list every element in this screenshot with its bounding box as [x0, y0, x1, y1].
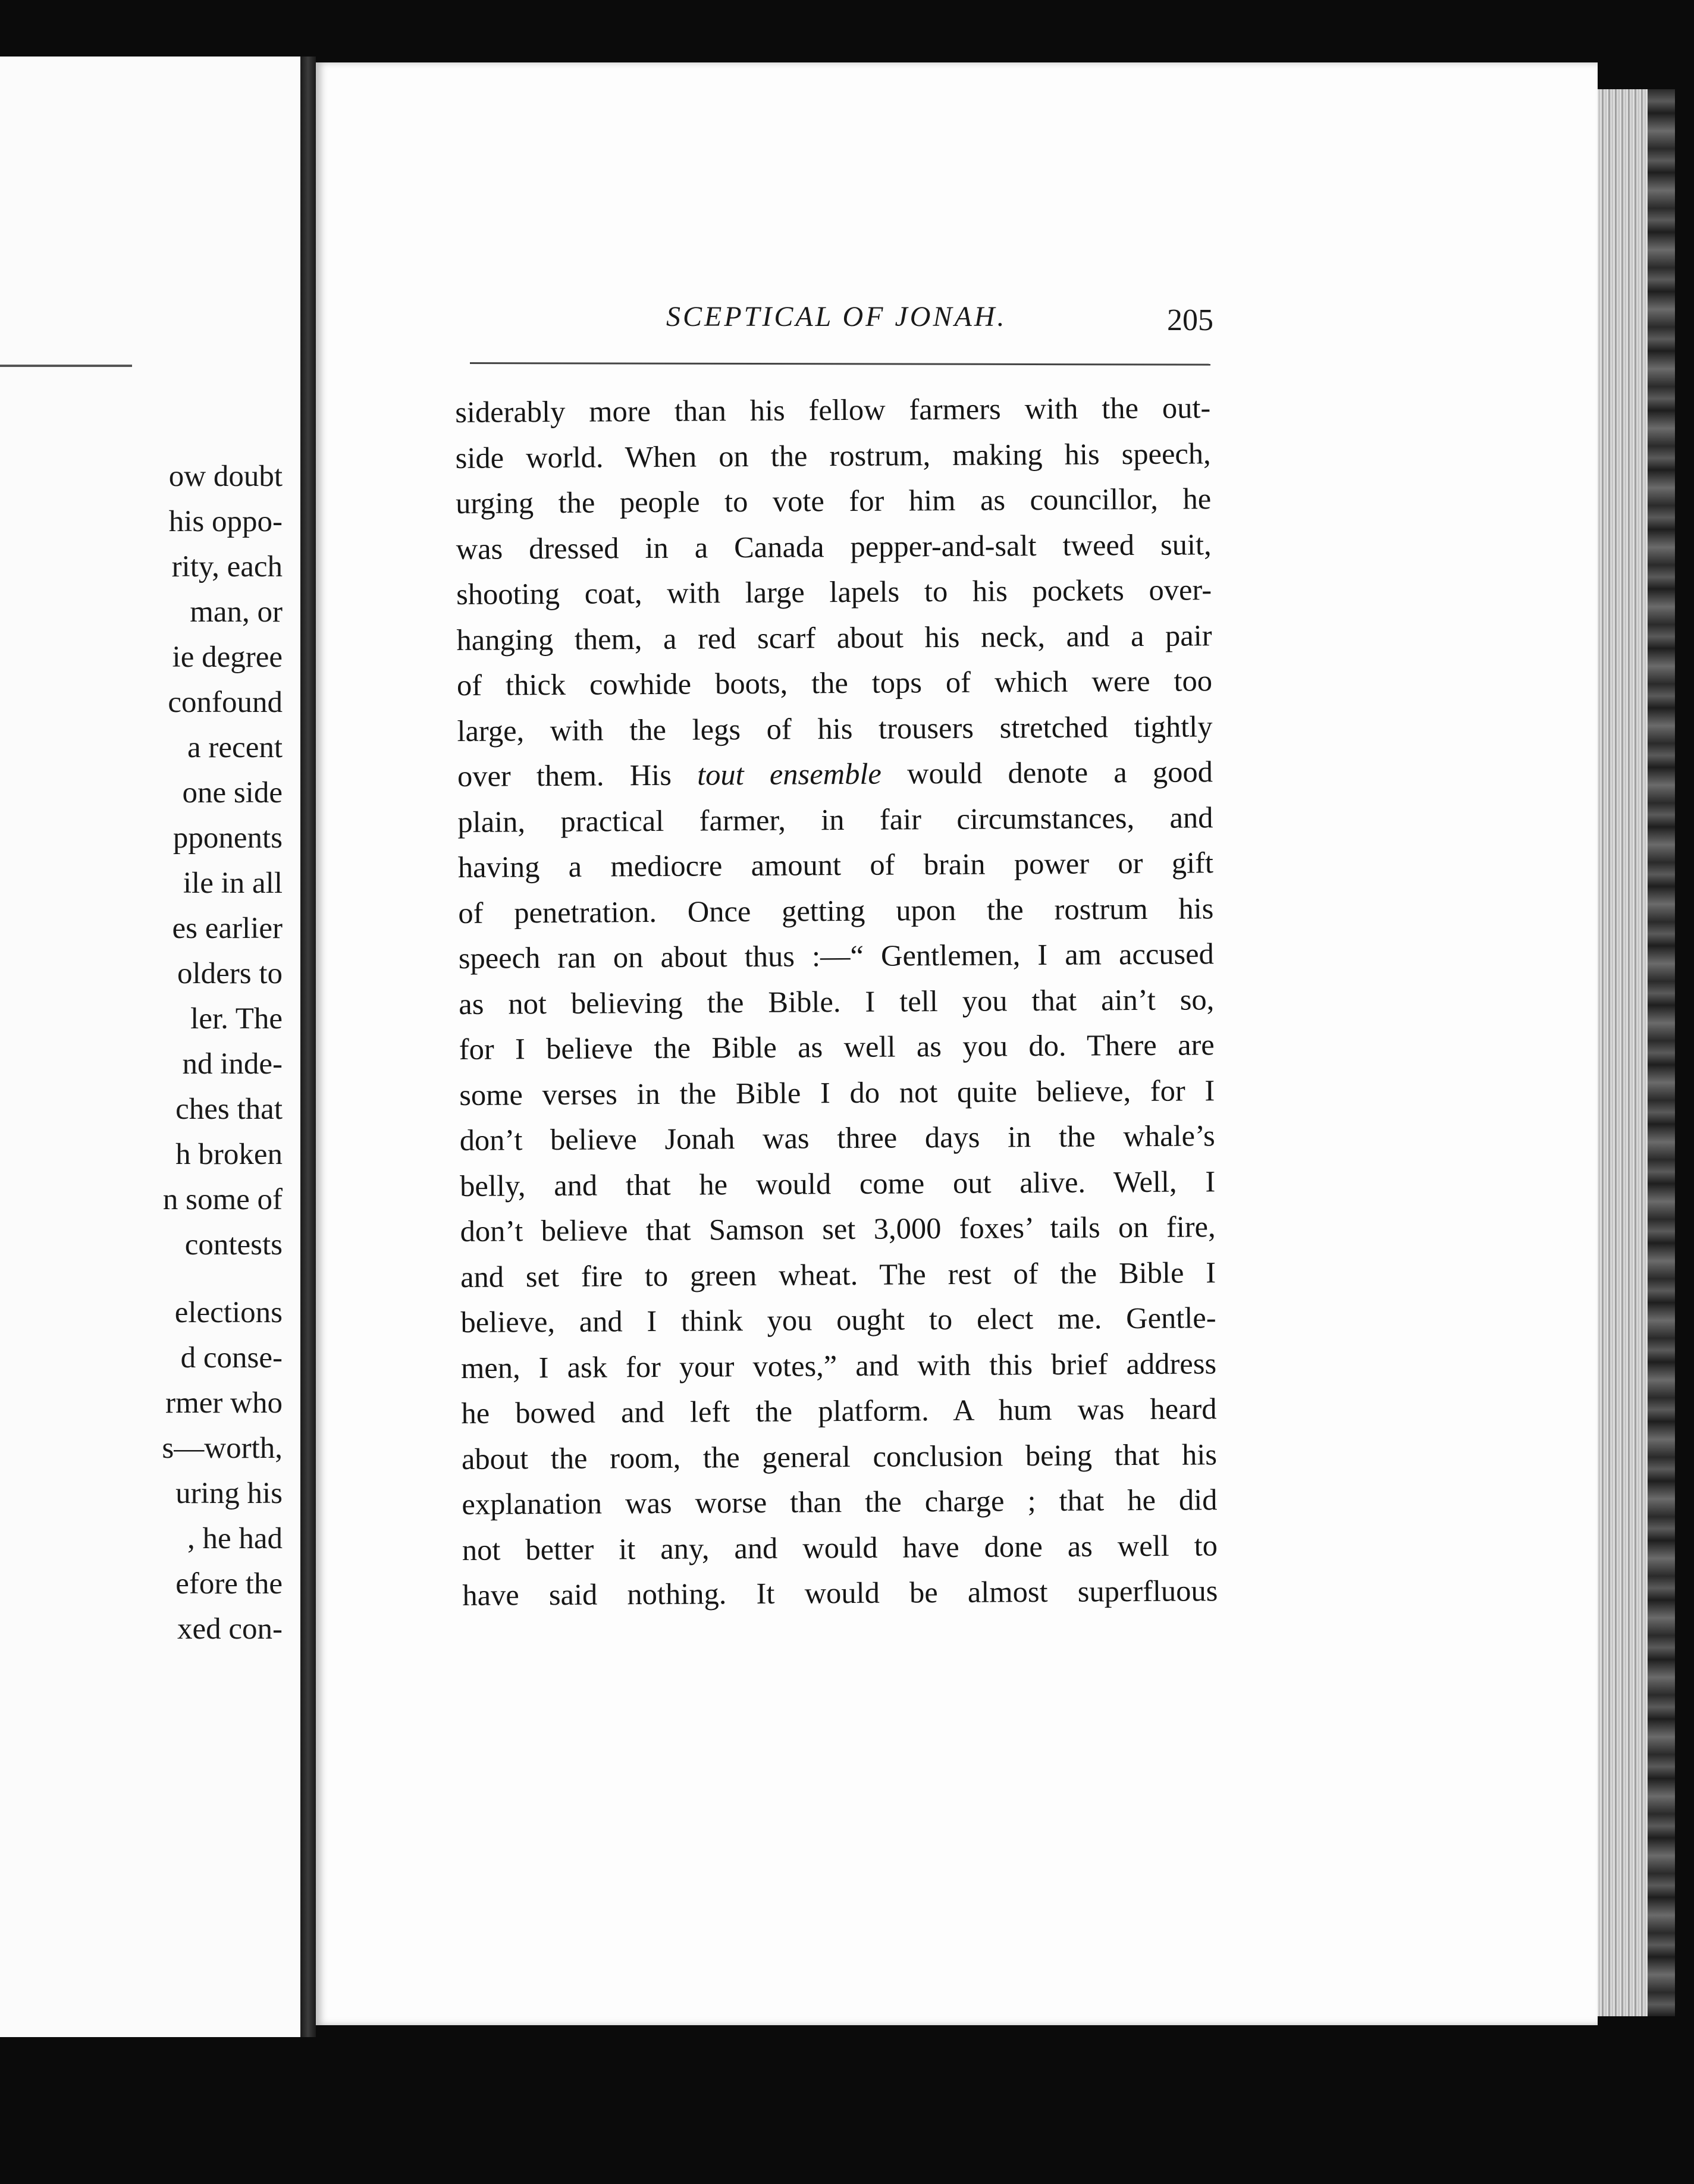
- left-page-text: [104, 454, 283, 1652]
- text-line: large, with the legs of his trousers stretched tightly: [457, 709, 1213, 748]
- left-text-line: , he had: [187, 1522, 283, 1555]
- text-line: and set fire to green wheat. The rest of the Bible I: [460, 1255, 1216, 1294]
- text-line: urging the people to vote for him as councillor, he: [455, 482, 1212, 520]
- running-title: SCEPTICAL OF JONAH.: [666, 301, 1007, 332]
- left-text-line: s—worth,: [162, 1432, 283, 1465]
- left-text-line: confound: [168, 686, 283, 719]
- italic-phrase: tout ensemble: [697, 757, 881, 792]
- text-line: of thick cowhide boots, the tops of which were too: [456, 664, 1213, 702]
- left-text-line: uring his: [175, 1477, 283, 1510]
- text-line: having a mediocre amount of brain power or gift: [457, 846, 1214, 884]
- text-line: of penetration. Once getting upon the rostrum his: [458, 891, 1214, 930]
- text-line: not better it any, and would have done as well to: [462, 1528, 1218, 1567]
- left-text-line: rmer who: [165, 1386, 283, 1420]
- running-header: [660, 300, 1213, 342]
- left-text-line: h broken: [175, 1138, 283, 1171]
- text-line: for I believe the Bible as well as you do. There are: [459, 1028, 1215, 1066]
- page-number: 205: [1167, 303, 1213, 337]
- left-text-line: elections: [174, 1296, 283, 1329]
- text-line: as not believing the Bible. I tell you that ain’t so,: [459, 982, 1215, 1021]
- left-header-rule: [0, 365, 132, 367]
- left-text-line: es earlier: [172, 912, 283, 945]
- left-text-line: ie degree: [172, 641, 283, 674]
- left-text-line: contests: [184, 1228, 283, 1262]
- left-text-line: a recent: [187, 731, 283, 764]
- text-line: was dressed in a Canada pepper-and-salt tweed suit,: [456, 527, 1212, 566]
- book-gutter: [300, 57, 316, 2037]
- text-line: side world. When on the rostrum, making his speech,: [455, 436, 1211, 475]
- left-text-line: n some of: [162, 1183, 283, 1216]
- left-text-line: ow doubt: [168, 460, 283, 493]
- left-text-line: efore the: [175, 1567, 283, 1601]
- text-line: siderably more than his fellow farmers with the out-: [455, 391, 1211, 429]
- book-fore-edge: [1648, 89, 1675, 2016]
- text-run: would denote a good: [881, 755, 1213, 790]
- left-text-line: his oppo-: [168, 505, 283, 538]
- text-line: some verses in the Bible I do not quite believe, for I: [459, 1073, 1215, 1112]
- text-line: speech ran on about thus :—“ Gentlemen, I am accused: [458, 937, 1214, 975]
- text-line: don’t believe that Samson set 3,000 foxes’ tails on fire,: [460, 1210, 1216, 1248]
- left-text-line: ler. The: [190, 1002, 283, 1035]
- text-line: hanging them, a red scarf about his neck, and a pair: [456, 618, 1212, 657]
- text-line: believe, and I think you ought to elect me. Gentle-: [460, 1301, 1216, 1339]
- left-text-line: rity, each: [171, 550, 283, 583]
- left-text-line: olders to: [177, 957, 283, 990]
- text-line: he bowed and left the platform. A hum was heard: [461, 1392, 1217, 1430]
- left-text-line: pponents: [172, 821, 283, 855]
- left-text-line: xed con-: [177, 1612, 283, 1646]
- text-line: explanation was worse than the charge ; that he did: [462, 1483, 1218, 1521]
- text-line: don’t believe Jonah was three days in the whale’s: [459, 1119, 1215, 1157]
- left-facing-page: [0, 57, 303, 2037]
- left-text-line: ches that: [175, 1093, 283, 1126]
- text-line: shooting coat, with large lapels to his pockets over-: [456, 573, 1212, 611]
- text-line: plain, practical farmer, in fair circumstances, and: [457, 800, 1213, 839]
- text-line: have said nothing. It would be almost superfluous: [462, 1574, 1218, 1612]
- text-line: about the room, the general conclusion being that his: [461, 1437, 1218, 1476]
- text-line: men, I ask for your votes,” and with this brief address: [460, 1346, 1217, 1385]
- body-text: [455, 385, 1218, 1618]
- left-text-line: man, or: [190, 595, 283, 629]
- left-text-line: d conse-: [180, 1341, 283, 1375]
- left-text-line: nd inde-: [182, 1047, 283, 1081]
- left-text-line: ile in all: [183, 867, 283, 900]
- text-line: belly, and that he would come out alive. Well, I: [460, 1164, 1216, 1203]
- text-run: over them. His: [457, 758, 698, 793]
- left-text-line: one side: [182, 776, 283, 809]
- paragraph-gap: [104, 1267, 283, 1290]
- text-line: [457, 749, 1213, 799]
